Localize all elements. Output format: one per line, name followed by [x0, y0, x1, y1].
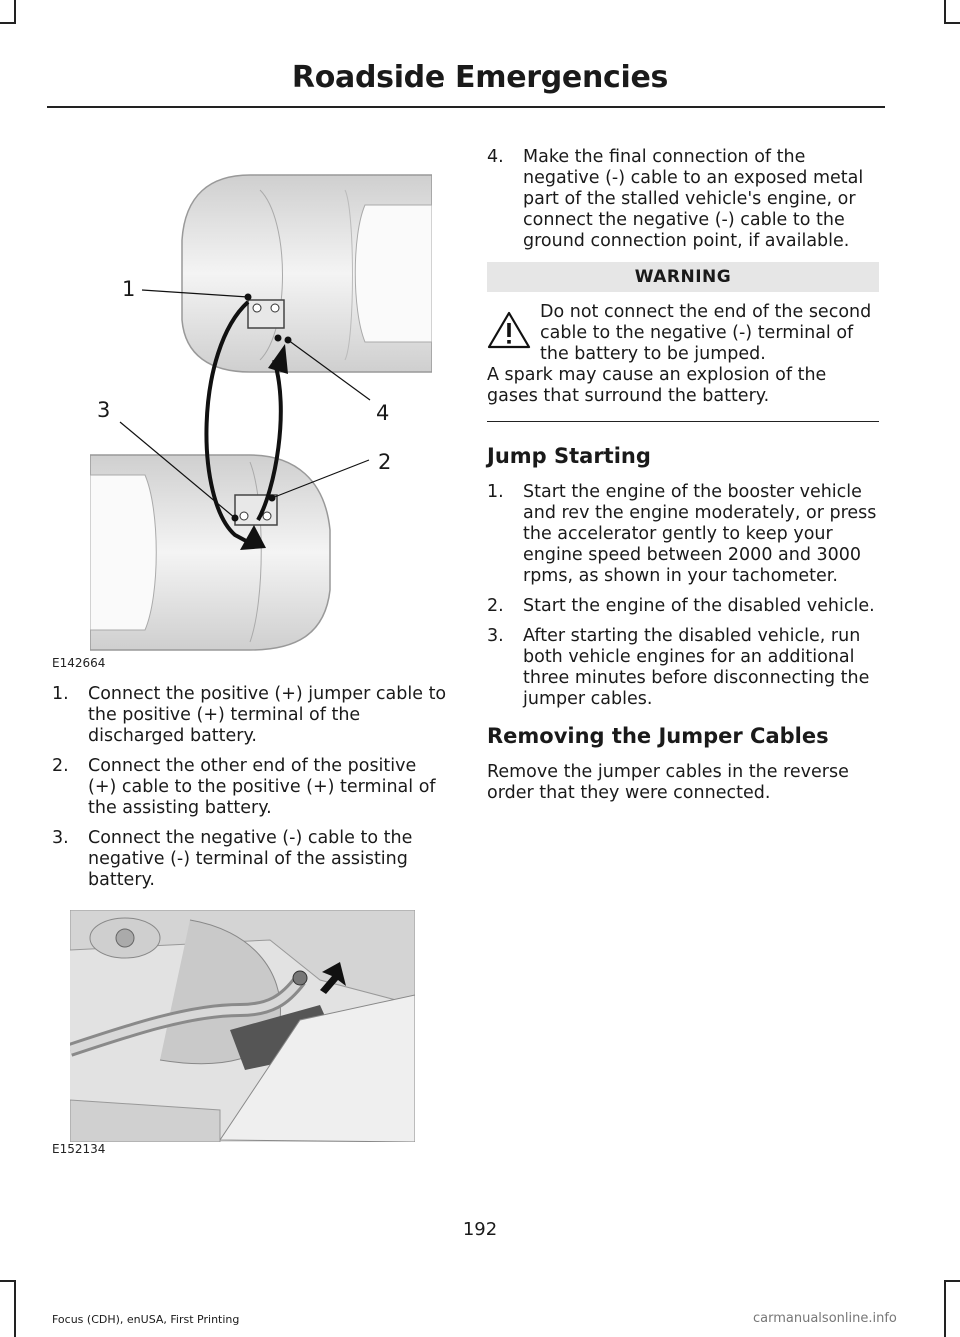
crop-mark-br-v [944, 1280, 946, 1337]
left-column [52, 684, 450, 900]
jump-starting-heading: Jump Starting [487, 444, 651, 468]
crop-mark-bl-v [14, 1280, 16, 1337]
callout-1: 1 [122, 277, 136, 301]
jumper-diagram [90, 150, 432, 670]
callout-2: 2 [378, 450, 392, 474]
crop-mark-tl-h [0, 22, 16, 24]
list-item: 3. Connect the negative (-) cable to the negative (-) terminal of the assisting battery. [52, 828, 413, 890]
list-item: 3. After starting the disabled vehicle, run both vehicle engines for an additional three minutes before disconnecting the jumper cables. [487, 626, 870, 709]
figure-code-2: E152134 [52, 1142, 106, 1156]
crop-mark-tl-v [14, 0, 16, 24]
callout-3: 3 [97, 398, 111, 422]
jump-starting-steps [487, 482, 879, 710]
warning-followup: A spark may cause an explosion of the gases that surround the battery. [487, 365, 827, 406]
list-item: 2. Start the engine of the disabled vehicle. [487, 596, 875, 616]
ground-point-drawing [70, 910, 415, 1142]
removing-text: Remove the jumper cables in the reverse order that they were connected. [487, 762, 849, 803]
list-item: 1. Start the engine of the booster vehicle and rev the engine moderately, or press the accelerator gently to keep your engine speed between 2000 and 3000 rpms, as shown in your tachometer. [487, 482, 877, 586]
connection-steps [52, 684, 450, 891]
warning-triangle-icon [487, 310, 531, 350]
crop-mark-bl-h [0, 1280, 16, 1282]
warning-text: Do not connect the end of the second cable to the negative (-) terminal of the battery to be jumped. [540, 302, 872, 364]
right-column [487, 147, 879, 804]
list-item: 2. Connect the other end of the positive (+) cable to the positive (+) terminal of the assisting battery. [52, 756, 436, 818]
list-item: 4. Make the final connection of the negative (-) cable to an exposed metal part of the stalled vehicle's engine, or connect the negative (-) cable to the ground connection point, if available. [487, 147, 864, 251]
crop-mark-tr-h [944, 22, 960, 24]
page-number: 192 [462, 1219, 498, 1240]
edition-info: Focus (CDH), enUSA, First Printing [52, 1313, 240, 1326]
page-title: Roadside Emergencies [291, 60, 669, 95]
watermark: carmanualsonline.info [753, 1311, 897, 1326]
callout-4: 4 [376, 401, 390, 425]
figure-code-1: E142664 [52, 656, 106, 670]
list-item: 1. Connect the positive (+) jumper cable to the positive (+) terminal of the discharged battery. [52, 684, 447, 746]
final-connection-step [487, 147, 879, 252]
header-rule [47, 106, 885, 108]
removing-heading: Removing the Jumper Cables [487, 724, 829, 748]
crop-mark-tr-v [944, 0, 946, 24]
crop-mark-br-h [944, 1280, 960, 1282]
section-divider [487, 421, 879, 422]
ground-point-illustration [70, 910, 415, 1142]
warning-heading: WARNING [487, 262, 879, 292]
warning-box [487, 302, 879, 365]
